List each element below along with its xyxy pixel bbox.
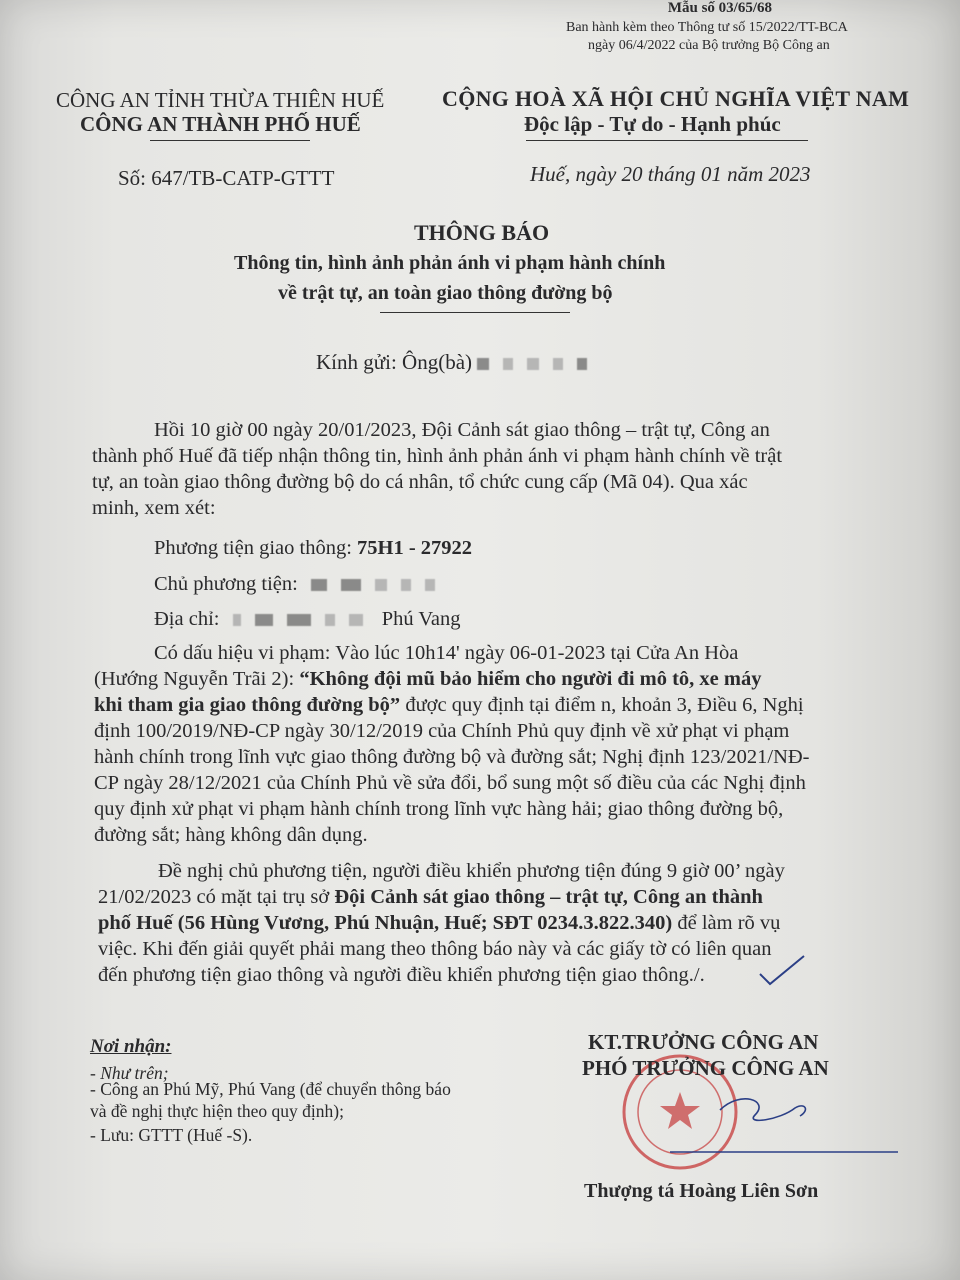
redacted-owner	[375, 579, 387, 591]
agency-name: CÔNG AN THÀNH PHỐ HUẾ	[80, 112, 361, 136]
recipient-item: và đề nghị thực hiện theo quy định);	[90, 1101, 344, 1121]
request-office-address: phố Huế (56 Hùng Vương, Phú Nhuận, Huế; SĐT 0234.3.822.340)	[98, 912, 673, 934]
redacted-address	[349, 614, 363, 626]
violation-line: Có dấu hiệu vi phạm: Vào lúc 10h14' ngày 06-01-2023 tại Cửa An Hòa	[154, 642, 739, 664]
signature-title-2: PHÓ TRƯỞNG CÔNG AN	[582, 1056, 829, 1080]
violation-line	[94, 666, 761, 692]
recipient-item: - Lưu: GTTT (Huế -S).	[90, 1125, 253, 1145]
violation-line: quy định xử phạt vi phạm hành chính trong lĩnh vực hàng hải; giao thông đường bộ,	[94, 798, 784, 820]
document-number: Số: 647/TB-CATP-GTTT	[118, 166, 335, 190]
redacted-address	[287, 614, 311, 626]
redacted-owner	[341, 579, 361, 591]
request-purpose: để làm rõ vụ	[672, 912, 781, 934]
address-field	[154, 606, 461, 632]
redacted-name	[477, 358, 489, 370]
owner-field	[154, 571, 449, 597]
subtitle-divider	[380, 312, 570, 313]
intro-line: Hồi 10 giờ 00 ngày 20/01/2023, Đội Cảnh sát giao thông – trật tự, Công an	[154, 419, 770, 441]
recipient-item: - Công an Phú Mỹ, Phú Vang (để chuyển thông báo	[90, 1079, 451, 1099]
address-label: Địa chỉ:	[154, 608, 220, 630]
recipient-item: - Như trên;	[90, 1063, 169, 1083]
owner-label: Chủ phương tiện:	[154, 573, 298, 595]
intro-line: minh, xem xét:	[92, 497, 216, 519]
redacted-owner	[425, 579, 435, 591]
violation-location: (Hướng Nguyễn Trãi 2):	[94, 668, 300, 690]
request-office: Đội Cảnh sát giao thông – trật tự, Công an thành	[334, 886, 763, 908]
address-district: Phú Vang	[381, 608, 461, 630]
signature-title-1: KT.TRƯỞNG CÔNG AN	[588, 1030, 819, 1054]
agency-parent: CÔNG AN TỈNH THỪA THIÊN HUẾ	[56, 88, 385, 112]
recipients-title: Nơi nhận:	[90, 1036, 172, 1057]
redacted-name	[577, 358, 587, 370]
violation-offense: khi tham gia giao thông đường bộ”	[94, 694, 401, 716]
redacted-owner	[311, 579, 327, 591]
vehicle-field	[154, 535, 472, 561]
request-line: việc. Khi đến giải quyết phải mang theo thông báo này và các giấy tờ có liên quan	[98, 938, 772, 960]
handwritten-signature	[660, 1080, 900, 1170]
violation-offense: “Không đội mũ bảo hiểm cho người đi mô tô, xe máy	[299, 668, 762, 690]
violation-line: hành chính trong lĩnh vực giao thông đường bộ và đường sắt; Nghị định 123/2021/NĐ-	[94, 746, 810, 768]
check-mark-icon	[754, 950, 814, 990]
request-line	[98, 884, 763, 910]
notice-subtitle-1: Thông tin, hình ảnh phản ánh vi phạm hành chính	[234, 252, 666, 274]
signer-name: Thượng tá Hoàng Liên Sơn	[584, 1180, 819, 1202]
agency-divider	[150, 140, 310, 141]
form-date-line: ngày 06/4/2022 của Bộ trưởng Bộ Công an	[588, 38, 830, 53]
motto-divider	[526, 140, 808, 141]
violation-line: đường sắt; hàng không dân dụng.	[94, 824, 368, 846]
motto: Độc lập - Tự do - Hạnh phúc	[524, 112, 781, 136]
violation-legal-basis: được quy định tại điểm n, khoản 3, Điều 6, Nghị	[400, 694, 804, 716]
redacted-address	[325, 614, 335, 626]
intro-line: thành phố Huế đã tiếp nhận thông tin, hình ảnh phản ánh vi phạm hành chính về trật	[92, 445, 783, 467]
greeting	[316, 350, 601, 375]
request-line	[98, 910, 780, 936]
document-date: Huế, ngày 20 tháng 01 năm 2023	[530, 162, 811, 186]
redacted-address	[255, 614, 273, 626]
redacted-address	[233, 614, 241, 626]
request-line: Đề nghị chủ phương tiện, người điều khiển phương tiện đúng 9 giờ 00’ ngày	[158, 860, 785, 882]
request-date: 21/02/2023 có mặt tại trụ sở	[98, 886, 335, 908]
violation-line: định 100/2019/NĐ-CP ngày 30/12/2019 của Chính Phủ quy định về xử phạt vi phạm	[94, 720, 790, 742]
notice-subtitle-2: về trật tự, an toàn giao thông đường bộ	[278, 282, 613, 304]
intro-line: tự, an toàn giao thông đường bộ do cá nhân, tổ chức cung cấp (Mã 04). Qua xác	[92, 471, 748, 493]
request-line: đến phương tiện giao thông và người điều khiển phương tiện giao thông./.	[98, 964, 705, 986]
redacted-name	[553, 358, 563, 370]
redacted-name	[527, 358, 539, 370]
nation-title: CỘNG HOÀ XÃ HỘI CHỦ NGHĨA VIỆT NAM	[442, 86, 910, 111]
violation-line	[94, 692, 804, 718]
form-issued-line: Ban hành kèm theo Thông tư số 15/2022/TT-BCA	[566, 20, 848, 35]
violation-line: CP ngày 28/12/2021 của Chính Phủ về sửa đổi, bổ sung một số điều của các Nghị định	[94, 772, 806, 794]
vehicle-plate: 75H1 - 27922	[357, 537, 473, 559]
form-number: Mẫu số 03/65/68	[667, 0, 772, 16]
notice-title: THÔNG BÁO	[414, 220, 550, 245]
redacted-name	[503, 358, 513, 370]
greeting-label: Kính gửi: Ông(bà)	[316, 350, 473, 374]
redacted-owner	[401, 579, 411, 591]
vehicle-label: Phương tiện giao thông:	[154, 537, 358, 559]
